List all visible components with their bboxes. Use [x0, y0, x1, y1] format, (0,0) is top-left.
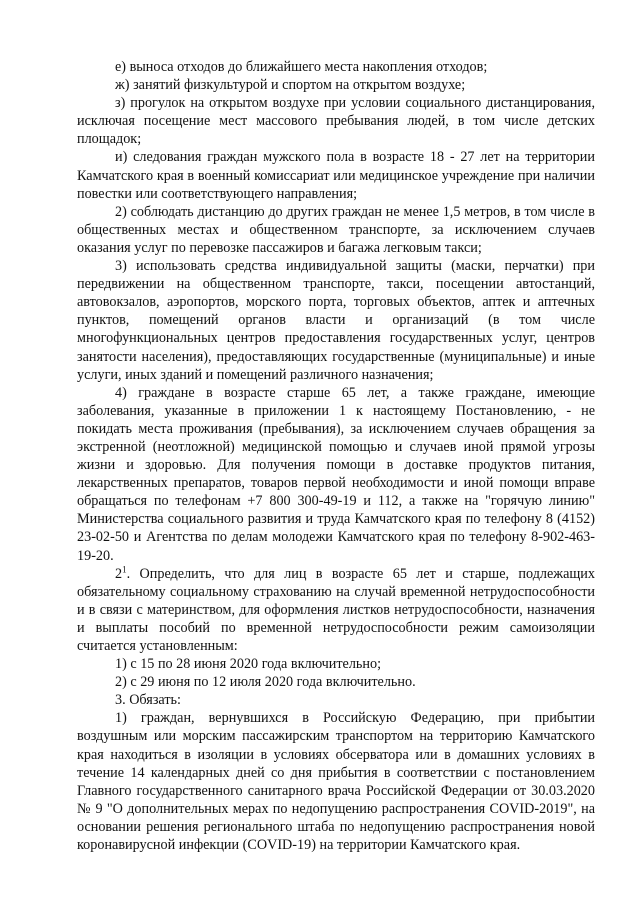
paragraph-item-e: е) выноса отходов до ближайшего места накопления отходов;	[115, 59, 488, 75]
paragraph-section-3-heading: 3. Обязать:	[115, 692, 181, 709]
paragraph-point-4: 4) граждане в возрасте старше 65 лет, а также граждане, имеющие заболевания, указанные в приложении 1 к настоящему Постановлению, - не покидать места проживания (пребывания), за исключением случаев обращения за экстренной (неотложной) медицинской помощью и случаев иной прямой угрозы жизни и здоровью. Для получения помощи в доставке продуктов питания, лекарственных препаратов, товаров первой необходимости и иной помощи вправе обращаться по телефонам +7 800 300-49-19 и 112, а также на "горячую линию" Министерства социального развития и труда Камчатского края по телефону 8 (4152) 23-02-50 и Агентства по делам молодежи Камчатского края по телефону 8-902-463-19-20.	[77, 384, 595, 564]
section-number: 2	[115, 565, 123, 582]
paragraph-section-3-point-1: 1) граждан, вернувшихся в Российскую Федерацию, при прибытии воздушным или морским пассажирским транспортом на территорию Камчатского края находиться в изоляции в условиях обсерватора или в домашних условиях в течение 14 календарных дней со дня прибытия в соответствии с постановлением Главного государственного санитарного врача Российской Федерации от 30.03.2020 № 9 "О дополнительных мерах по недопущению распространения COVID-2019", на основании решения регионального штаба по недопущению распространения новой коронавирусной инфекции (COVID-19) на территории Камчатского края.	[77, 710, 595, 854]
document-page	[77, 58, 595, 854]
section-superscript: 1	[122, 563, 127, 574]
paragraph-item-i: и) следования граждан мужского пола в возрасте 18 - 27 лет на территории Камчатского края в военный комиссариат или медицинское учреждение при наличии повестки или соответствующего направления;	[77, 149, 595, 202]
paragraph-section-2-1	[77, 565, 595, 655]
paragraph-point-2: 2) соблюдать дистанцию до других граждан не менее 1,5 метров, в том числе в общественных местах и общественном транспорте, за исключением случаев оказания услуг по перевозке пассажиров и багажа легковым такси;	[77, 203, 595, 256]
paragraph-item-z: з) прогулок на открытом воздухе при условии социального дистанцирования, исключая посещение мест массового пребывания людей, в том числе детских площадок;	[77, 95, 595, 148]
paragraph-item-zh: ж) занятий физкультурой и спортом на открытом воздухе;	[115, 77, 466, 94]
section-2-1-text: . Определить, что для лиц в возрасте 65 лет и старше, подлежащих обязательному социальному страхованию на случай временной нетрудоспособности и в связи с материнством, для оформления листков нетрудоспособности, назначения и выплаты пособий по временной нетрудоспособности режим самоизоляции считается установленным:	[77, 565, 595, 654]
paragraph-period-1: 1) с 15 по 28 июня 2020 года включительно;	[115, 656, 382, 673]
paragraph-point-3: 3) использовать средства индивидуальной защиты (маски, перчатки) при передвижении на общественном транспорте, такси, посещении автостанций, автовокзалов, аэропортов, морского порта, торговых объектов, аптек и аптечных пунктов, помещений органов власти и организаций (в том числе многофункциональных центров предоставления государственных услуг, центров занятости населения), предоставляющих государственные (муниципальные) и иные услуги, иных зданий и помещений различного назначения;	[77, 258, 595, 383]
paragraph-period-2: 2) с 29 июня по 12 июля 2020 года включительно.	[115, 674, 416, 691]
